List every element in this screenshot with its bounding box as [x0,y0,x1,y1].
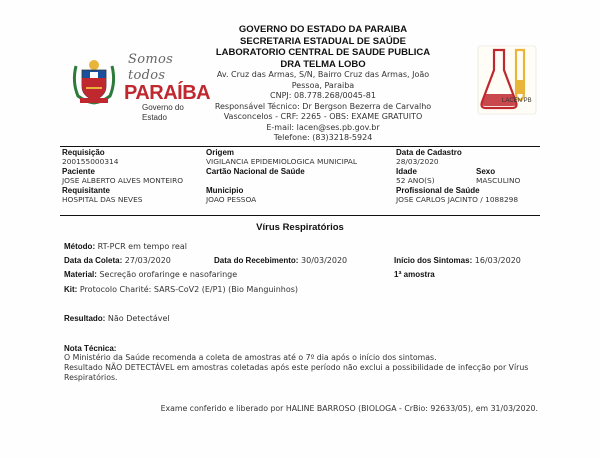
cartao-label: Cartão Nacional de Saúde [206,167,305,176]
data-cadastro-value: 28/03/2020 [396,156,439,166]
recebimento-value: 30/03/2020 [301,256,348,265]
requisicao-label: Requisição [62,148,105,157]
header-line-2: SECRETARIA ESTADUAL DE SAÚDE [240,35,406,47]
data-cadastro-label: Data de Cadastro [396,148,462,157]
material-label: Material: [64,270,97,279]
metodo-line [64,242,187,252]
nota-text-1: O Ministério da Saúde recomenda a coleta de amostras até o 7º dia após o início dos sintomas. [64,353,437,362]
idade-value: 52 ANO(S) [396,175,435,185]
kit-value: Protocolo Charité: SARS-CoV2 (E/P1) (Bio Manguinhos) [79,285,299,294]
sintomas-line [394,256,521,266]
amostra-value: 1ª amostra [394,270,435,279]
origem-value: VIGILANCIA EPIDEMIOLOGICA MUNICIPAL [206,156,357,166]
signature-line: Exame conferido e liberado por HALINE BARROSO (BIOLOGA - CrBio: 92633/05), em 31/03/2020. [160,404,538,413]
coat-of-arms-icon [70,56,118,106]
amostra-line [394,270,435,280]
recebimento-line [214,256,347,266]
municipio-label: Municipio [206,186,244,195]
resultado-label: Resultado: [64,314,106,323]
header-line-3: LABORATORIO CENTRAL DE SAUDE PUBLICA [215,47,431,58]
material-value: Secreção orofaringe e nasofaringe [99,270,238,279]
logo-sub-text: Governo do Estado [142,103,184,122]
kit-line [64,285,298,295]
recebimento-label: Data do Recebimento: [214,256,299,265]
header-responsible-1: Responsável Técnico: Dr Bergson Bezerra de Carvalho [214,101,432,111]
metodo-value: RT-PCR em tempo real [97,242,187,251]
municipio-value: JOAO PESSOA [206,194,257,204]
header-phone: Telefone: (83)3218-5924 [273,133,373,142]
sexo-value: MASCULINO [476,175,521,185]
resultado-value: Não Detectável [107,314,170,323]
sintomas-label: Início dos Sintomas: [394,256,473,265]
idade-label: Idade [396,167,417,176]
lacen-flask-icon [470,44,544,116]
header-address-2: Pessoa, Paraiba [291,80,355,90]
requisicao-value: 200155000314 [62,156,119,166]
requisitante-value: HOSPITAL DAS NEVES [62,194,143,204]
lacen-label: LACEN PB [502,98,532,104]
table-bottom-rule [60,215,540,216]
nota-text-2: Resultado NÃO DETECTÁVEL em amostras coletadas após este período não exclui a possibilidade de infecção por Vírus Respiratórios. [64,363,529,382]
exam-title: Vírus Respiratórios [256,222,344,233]
logo-main-text: PARAÍBA [124,82,211,105]
cartao-value [206,177,396,187]
header-address-1: Av. Cruz das Armas, S/N, Bairro Cruz das Armas, João [216,70,430,79]
sexo-label: Sexo [476,167,496,176]
coleta-line [64,256,171,266]
profissional-value: JOSE CARLOS JACINTO / 1088298 [396,194,519,204]
header-line-1: GOVERNO DO ESTADO DA PARAIBA [238,24,408,35]
profissional-label: Profissional de Saúde [396,186,480,195]
kit-label: Kit: [64,285,78,294]
institution-header [198,24,448,144]
paciente-value: JOSE ALBERTO ALVES MONTEIRO [62,175,184,185]
metodo-label: Método: [64,242,96,251]
header-line-4: DRA TELMA LOBO [280,58,366,70]
header-cnpj: CNPJ: 08.778.268/0045-81 [270,91,376,100]
header-responsible-2: Vasconcelos - CRF: 2265 - OBS: EXAME GRATUITO [223,112,423,121]
patient-info-grid [62,148,540,205]
coleta-label: Data da Coleta: [64,256,123,265]
header-email: E-mail: lacen@ses.pb.gov.br [266,122,380,132]
nota-label: Nota Técnica: [64,344,117,353]
coleta-value: 27/03/2020 [124,256,171,265]
table-top-rule [60,146,540,147]
resultado-line [64,314,170,324]
material-line [64,270,237,280]
paciente-label: Paciente [62,167,95,176]
logo-script-text: Somos todos [128,52,174,83]
sintomas-value: 16/03/2020 [474,256,521,265]
origem-label: Origem [206,148,235,157]
paraiba-logo [124,52,211,122]
requisitante-label: Requisitante [62,186,111,195]
